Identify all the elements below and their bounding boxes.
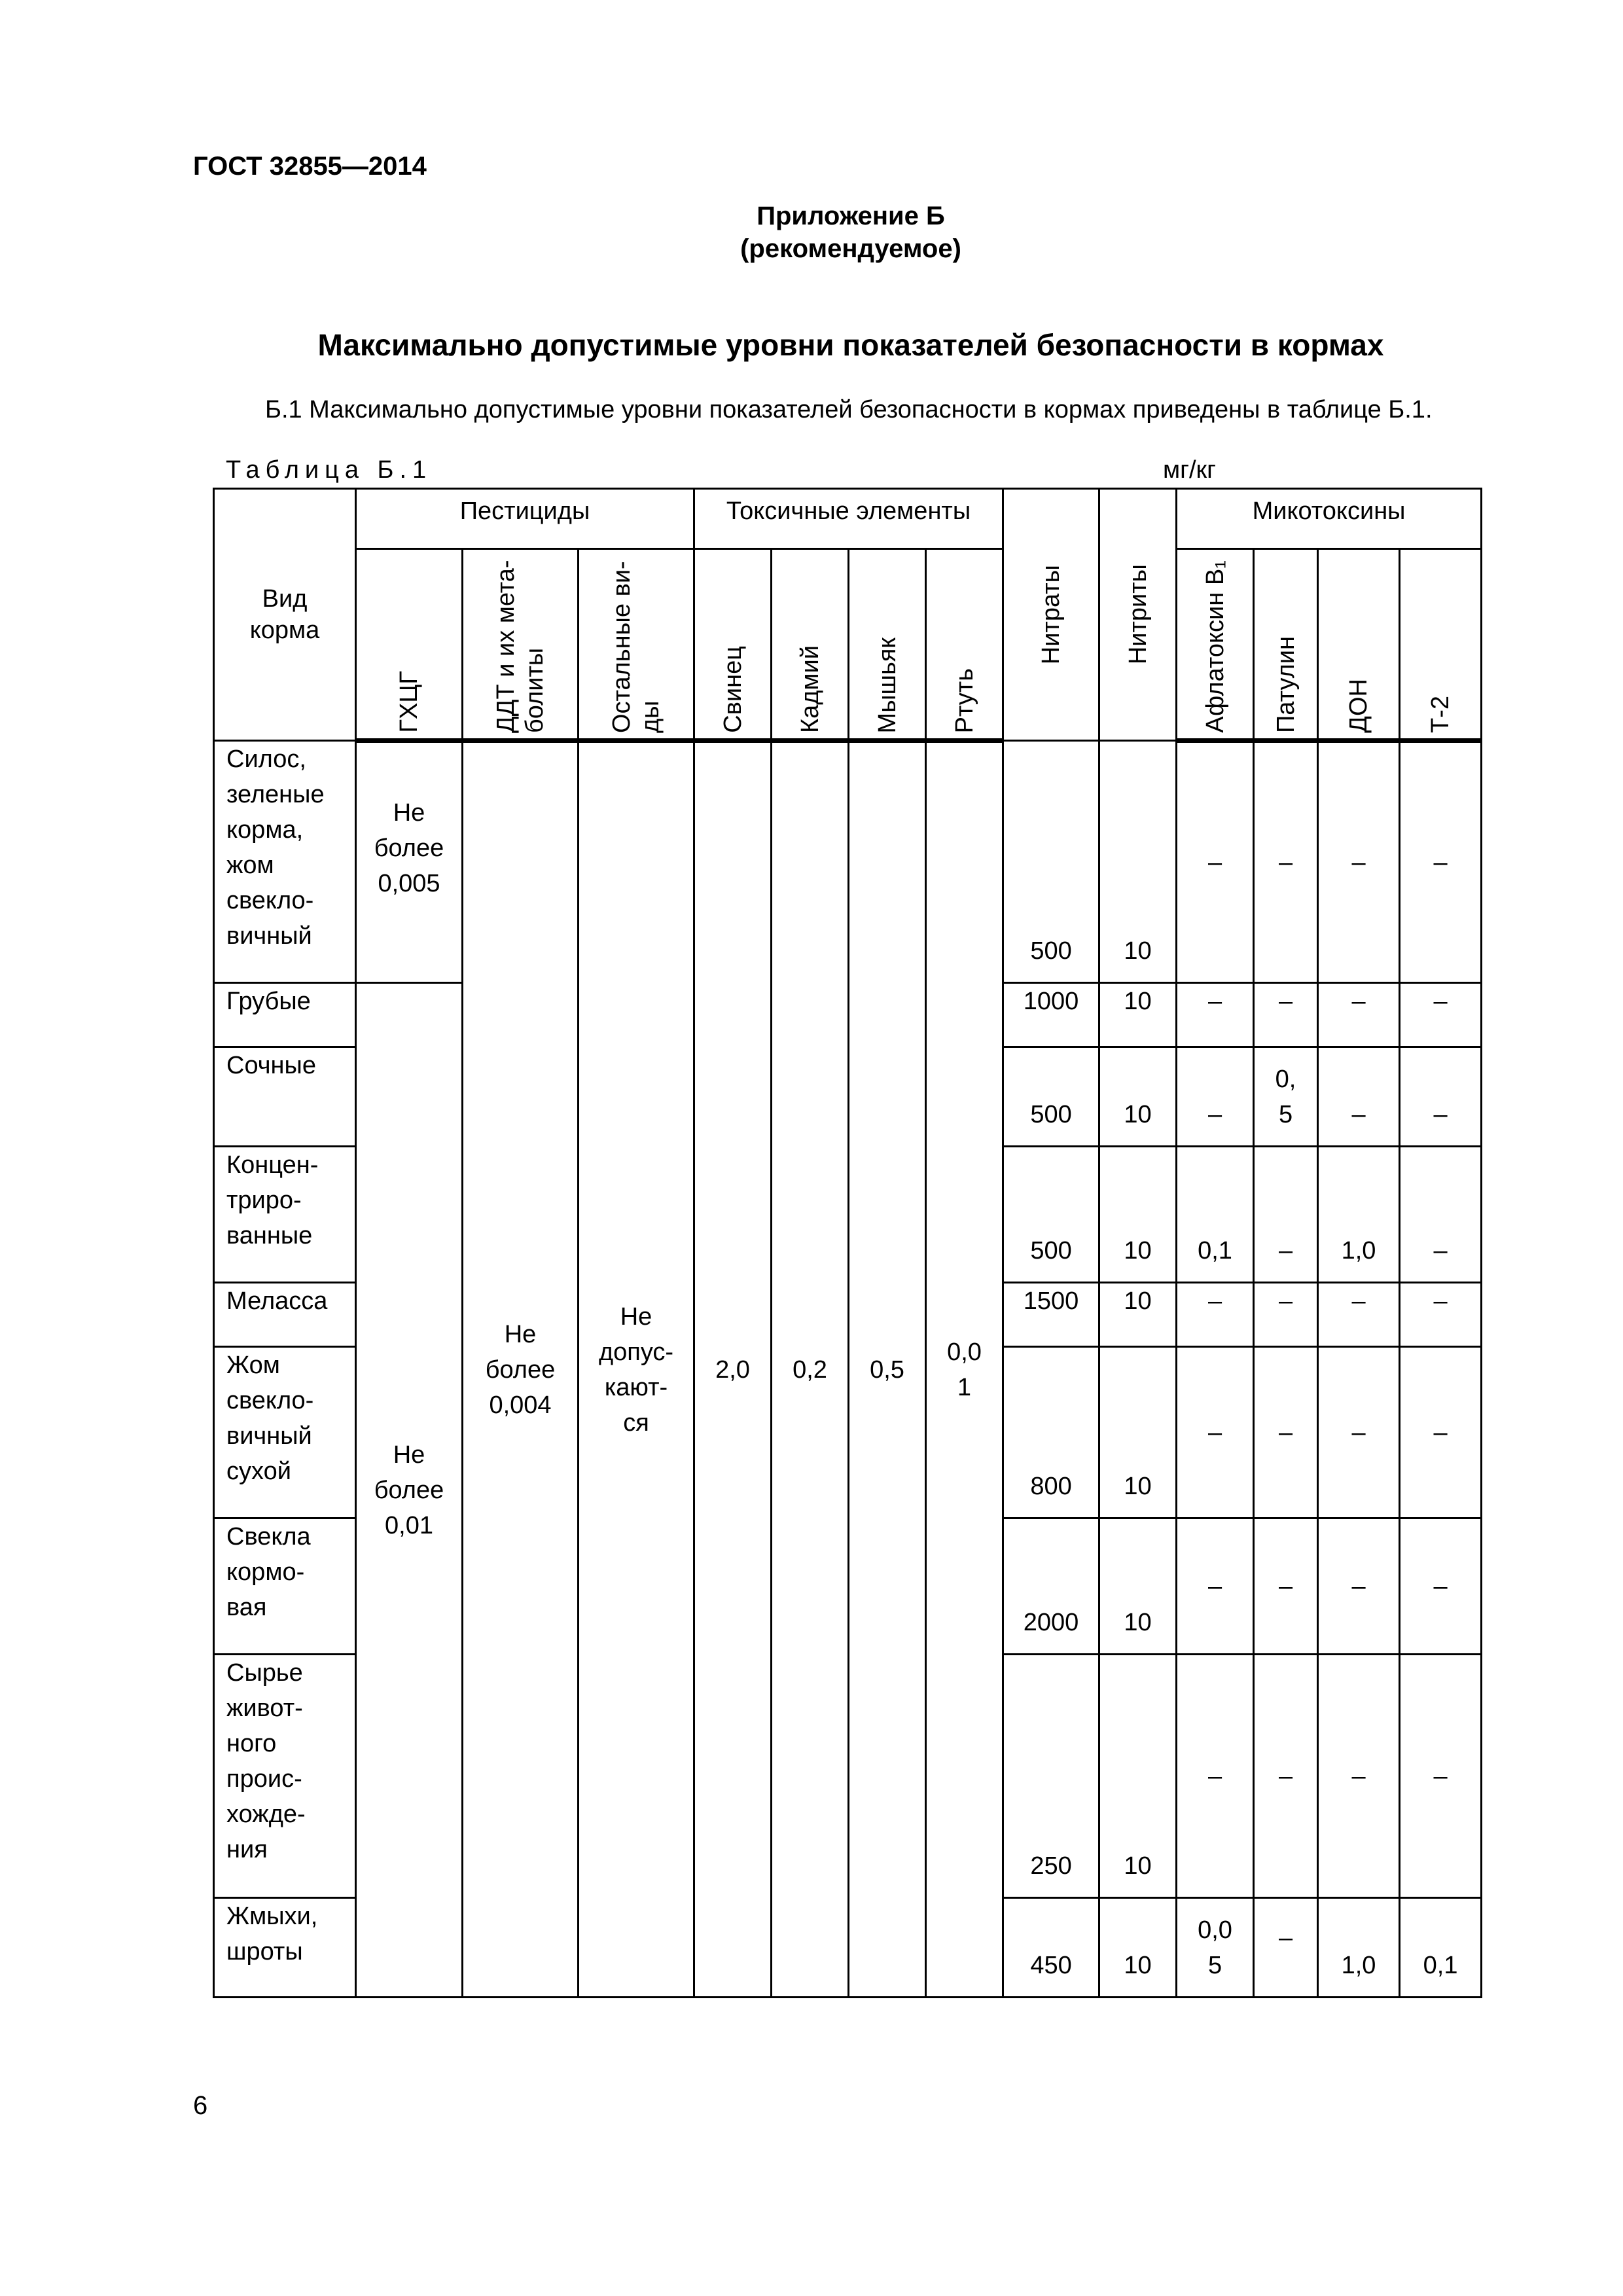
cell-nitrites: 10 [1099, 1655, 1177, 1898]
table-label: Таблица Б.1 [226, 456, 433, 484]
annex-title [0, 200, 1623, 265]
cell-don: – [1318, 1655, 1400, 1898]
cell-nitrites: 10 [1099, 741, 1177, 983]
cell-nitrites: 10 [1099, 1347, 1177, 1518]
cell-don: 1,0 [1318, 1898, 1400, 1998]
cell-patulin: – [1254, 1898, 1318, 1998]
cell-aflatoxin: – [1177, 1047, 1254, 1147]
intro-paragraph: Б.1 Максимально допустимые уровни показателей безопасности в кормах приведены в таблице Б.1. [265, 396, 1433, 423]
cell-aflatoxin: – [1177, 741, 1254, 983]
row-kind: Жмыхи, шроты [214, 1898, 356, 1998]
cell-nitrates: 450 [1003, 1898, 1099, 1998]
cell-t2: – [1400, 1147, 1482, 1283]
cell-don: – [1318, 1047, 1400, 1147]
cell-aflatoxin: – [1177, 1347, 1254, 1518]
cell-patulin: – [1254, 983, 1318, 1047]
row-kind: Свекла кормо-вая [214, 1518, 356, 1655]
cell-patulin: – [1254, 1147, 1318, 1283]
cell-t2: – [1400, 741, 1482, 983]
document-code: ГОСТ 32855—2014 [193, 152, 427, 181]
cell-patulin: – [1254, 1518, 1318, 1655]
cell-lead: 2,0 [694, 741, 772, 1998]
annex-line-1: Приложение Б [757, 202, 945, 230]
cell-nitrites: 10 [1099, 1518, 1177, 1655]
cell-don: – [1318, 1518, 1400, 1655]
row-kind: Жом свекло-вичный сухой [214, 1347, 356, 1518]
cell-don: 1,0 [1318, 1147, 1400, 1283]
header-t2: Т-2 [1400, 549, 1482, 741]
table-row [214, 741, 1482, 983]
header-patulin: Патулин [1254, 549, 1318, 741]
cell-don: – [1318, 1347, 1400, 1518]
cell-don: – [1318, 1283, 1400, 1347]
cell-arsenic: 0,5 [849, 741, 926, 1998]
cell-patulin: – [1254, 1283, 1318, 1347]
cell-nitrites: 10 [1099, 1898, 1177, 1998]
header-mycotoxins: Микотоксины [1177, 489, 1482, 549]
header-toxic-elements: Токсичные элементы [694, 489, 1003, 549]
header-gkhtsg: ГХЦГ [356, 549, 463, 741]
cell-nitrites: 10 [1099, 1147, 1177, 1283]
cell-cadmium: 0,2 [772, 741, 849, 1998]
cell-t2: – [1400, 983, 1482, 1047]
cell-don: – [1318, 983, 1400, 1047]
header-cadmium: Кадмий [772, 549, 849, 741]
cell-nitrates: 1000 [1003, 983, 1099, 1047]
cell-aflatoxin: – [1177, 1518, 1254, 1655]
cell-aflatoxin: 0,0 5 [1177, 1898, 1254, 1998]
cell-nitrates: 250 [1003, 1655, 1099, 1898]
cell-nitrites: 10 [1099, 1047, 1177, 1147]
cell-t2: – [1400, 1347, 1482, 1518]
cell-t2: 0,1 [1400, 1898, 1482, 1998]
row-kind: Концен-триро-ванные [214, 1147, 356, 1283]
cell-aflatoxin: – [1177, 1655, 1254, 1898]
cell-mercury: 0,0 1 [926, 741, 1003, 1998]
safety-limits-table [213, 488, 1482, 1998]
row-kind: Силос, зеленые корма, жом свекло-вичный [214, 741, 356, 983]
cell-other-pesticides: Не допус-кают-ся [579, 741, 694, 1998]
header-don: ДОН [1318, 549, 1400, 741]
cell-aflatoxin: – [1177, 983, 1254, 1047]
cell-nitrates: 800 [1003, 1347, 1099, 1518]
unit-label: мг/кг [1163, 456, 1217, 484]
header-pesticides: Пестициды [356, 489, 694, 549]
cell-nitrites: 10 [1099, 1283, 1177, 1347]
cell-gkhtsg-silage: Не более 0,005 [356, 741, 463, 983]
cell-patulin: – [1254, 1347, 1318, 1518]
cell-gkhtsg-rest: Не более 0,01 [356, 983, 463, 1998]
header-lead: Свинец [694, 549, 772, 741]
cell-nitrates: 1500 [1003, 1283, 1099, 1347]
row-kind: Меласса [214, 1283, 356, 1347]
page-number: 6 [193, 2091, 208, 2120]
cell-t2: – [1400, 1047, 1482, 1147]
header-other-pesticides: Остальные ви-ды [579, 549, 694, 741]
cell-aflatoxin: 0,1 [1177, 1147, 1254, 1283]
row-kind: Грубые [214, 983, 356, 1047]
header-ddt: ДДТ и их мета-болиты [463, 549, 579, 741]
header-nitrites: Нитриты [1099, 489, 1177, 741]
main-heading: Максимально допустимые уровни показателей безопасности в кормах [317, 328, 1384, 362]
cell-nitrates: 500 [1003, 741, 1099, 983]
header-mercury: Ртуть [926, 549, 1003, 741]
cell-nitrates: 500 [1003, 1047, 1099, 1147]
header-nitrates: Нитраты [1003, 489, 1099, 741]
cell-aflatoxin: – [1177, 1283, 1254, 1347]
annex-line-2: (рекомендуемое) [740, 234, 961, 263]
header-arsenic: Мышьяк [849, 549, 926, 741]
cell-don: – [1318, 741, 1400, 983]
header-aflatoxin: Афлатоксин В₁ [1177, 549, 1254, 741]
cell-t2: – [1400, 1655, 1482, 1898]
row-kind: Сырье живот-ного проис-хожде-ния [214, 1655, 356, 1898]
cell-patulin: – [1254, 741, 1318, 983]
cell-patulin: 0, 5 [1254, 1047, 1318, 1147]
cell-t2: – [1400, 1518, 1482, 1655]
cell-t2: – [1400, 1283, 1482, 1347]
cell-nitrates: 500 [1003, 1147, 1099, 1283]
header-kind: Вид корма [214, 489, 356, 741]
cell-patulin: – [1254, 1655, 1318, 1898]
cell-nitrites: 10 [1099, 983, 1177, 1047]
cell-nitrates: 2000 [1003, 1518, 1099, 1655]
row-kind: Сочные [214, 1047, 356, 1147]
cell-ddt: Не более 0,004 [463, 741, 579, 1998]
